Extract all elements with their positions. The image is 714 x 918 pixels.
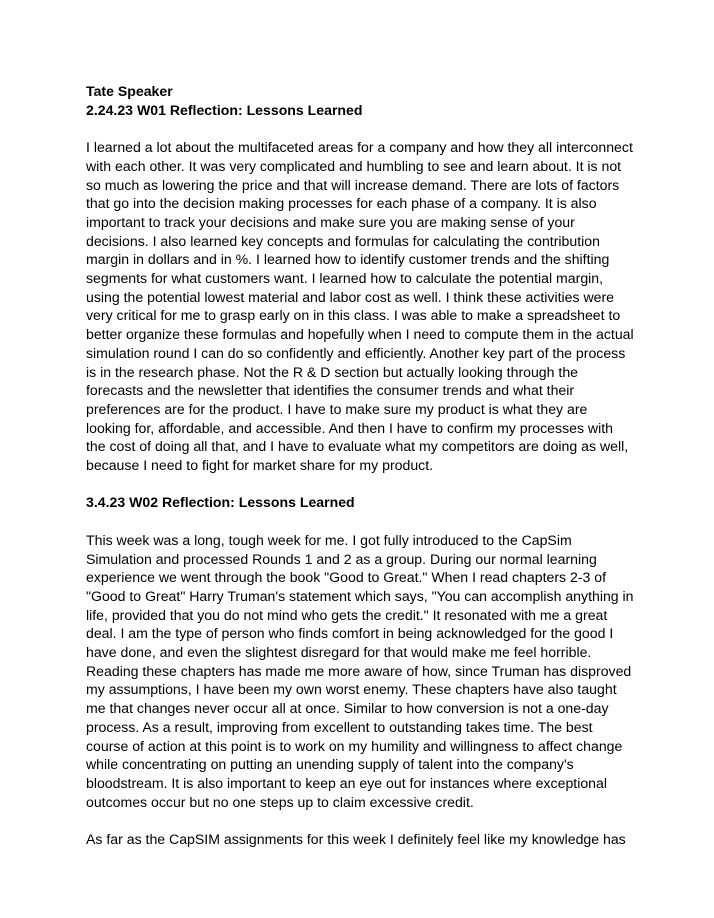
paragraph-line: me that changes never occur all at once. Similar to how conversion is not a one-day [86,700,609,717]
paragraph-line: preferences are for the product. I have to make sure my product is what they are [86,400,588,417]
paragraph-line: deal. I am the type of person who finds comfort in being acknowledged for the good I [86,625,614,642]
paragraph-line: forecasts and the newsletter that identifies the consumer trends and what their [86,382,575,399]
section1-paragraph [86,138,646,475]
paragraph-line: the cost of doing all that, and I have to evaluate what my competitors are doing as well, [86,438,629,455]
paragraph-line: "Good to Great" Harry Truman's statement which says, "You can accomplish anything in [86,587,634,604]
author-name: Tate Speaker [86,83,173,99]
paragraph-line: course of action at this point is to work on my humility and willingness to affect change [86,737,623,754]
paragraph-line: experience we went through the book "Good to Great." When I read chapters 2-3 of [86,569,607,586]
paragraph-line: my assumptions, I have been my own worst enemy. These chapters have also taught [86,681,617,698]
paragraph-line: bloodstream. It is also important to keep an eye out for instances where exceptional [86,774,607,791]
paragraph-line: better organize these formulas and hopefully when I need to compute them in the actual [86,326,634,343]
paragraph-line: is in the research phase. Not the R & D section but actually looking through the [86,363,578,380]
paragraph-line: so much as lowering the price and that will increase demand. There are lots of factors [86,176,620,193]
document-page [86,82,646,849]
spacer [86,475,646,494]
section2-closing-paragraph [86,830,646,849]
paragraph-line: As far as the CapSIM assignments for this week I definitely feel like my knowledge has [86,831,626,848]
spacer [86,512,646,531]
paragraph-line: process. As a result, improving from excellent to outstanding takes time. The best [86,718,593,735]
paragraph-line: using the potential lowest material and labor cost as well. I think these activities were [86,288,614,305]
paragraph-line: life, provided that you do not mind who gets the credit." It resonated with me a great [86,606,608,623]
section1-title: 2.24.23 W01 Reflection: Lessons Learned [86,101,363,118]
paragraph-line: because I need to fight for market share for my product. [86,457,434,474]
paragraph-line: I learned a lot about the multifaceted areas for a company and how they all interconnect [86,139,633,156]
paragraph-line: looking for, affordable, and accessible. And then I have to confirm my processes with [86,419,613,436]
paragraph-line: important to track your decisions and make sure you are making sense of your [86,213,575,230]
paragraph-line: that go into the decision making processes for each phase of a company. It is also [86,195,597,212]
paragraph-line: Reading these chapters has made me more aware of how, since Truman has disproved [86,662,632,679]
paragraph-line: Simulation and processed Rounds 1 and 2 as a group. During our normal learning [86,550,597,567]
section2-title: 3.4.23 W02 Reflection: Lessons Learned [86,494,355,511]
paragraph-line: while concentrating on putting an unending supply of talent into the company's [86,756,574,773]
spacer [86,119,646,138]
section2-paragraph [86,531,646,812]
paragraph-line: very critical for me to grasp early on in this class. I was able to make a spreadsheet to [86,307,621,324]
paragraph-line: segments for what customers want. I learned how to calculate the potential margin, [86,270,604,287]
paragraph-line: margin in dollars and in %. I learned how to identify customer trends and the shifting [86,251,610,268]
paragraph-line: with each other. It was very complicated and humbling to see and learn about. It is not [86,157,622,174]
spacer [86,811,646,830]
paragraph-line: simulation round I can do so confidently and efficiently. Another key part of the process [86,344,626,361]
paragraph-line: decisions. I also learned key concepts and formulas for calculating the contribution [86,232,600,249]
paragraph-line: This week was a long, tough week for me. I got fully introduced to the CapSim [86,531,572,548]
paragraph-line: have done, and even the slightest disregard for that would make me feel horrible. [86,644,592,661]
paragraph-line: outcomes occur but no one steps up to claim excessive credit. [86,793,474,810]
